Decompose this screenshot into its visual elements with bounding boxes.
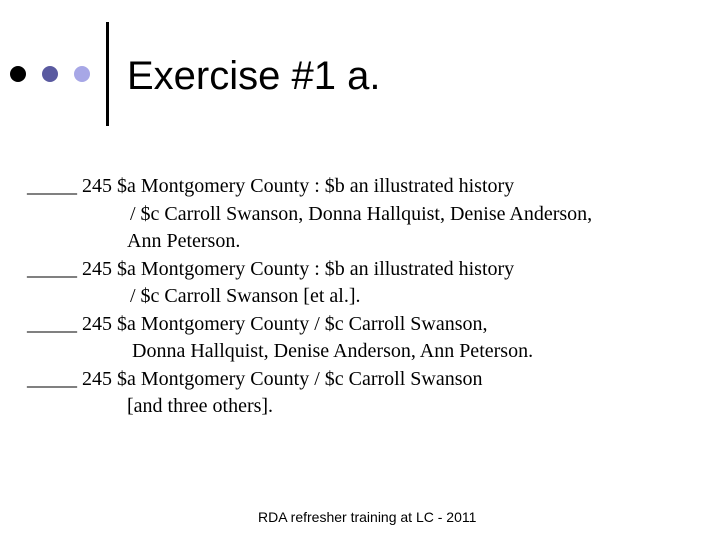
dot-icon-light [74, 66, 90, 82]
dot-icon-dark [10, 66, 26, 82]
marc-field-line: Donna Hallquist, Denise Anderson, Ann Peterson. [132, 340, 534, 362]
marc-field-line: / $c Carroll Swanson, Donna Hallquist, Denise Anderson, [130, 202, 593, 225]
title-divider [106, 22, 109, 126]
marc-field-line: _____ 245 $a Montgomery County : $b an illustrated history [27, 257, 515, 280]
marc-field-line: _____ 245 $a Montgomery County / $c Carroll Swanson, [27, 312, 488, 335]
slide-footer: RDA refresher training at LC - 2011 [258, 509, 477, 525]
slide-title: Exercise #1 a. [127, 54, 381, 98]
decorative-bullet-dots [10, 66, 100, 82]
dot-icon-mid [42, 66, 58, 82]
marc-field-line: _____ 245 $a Montgomery County : $b an illustrated history [27, 175, 515, 197]
marc-field-line: / $c Carroll Swanson [et al.]. [130, 285, 361, 307]
marc-field-line: [and three others]. [127, 395, 274, 417]
marc-field-line: _____ 245 $a Montgomery County / $c Carroll Swanson [27, 367, 483, 390]
marc-field-line: Ann Peterson. [127, 230, 241, 252]
exercise-body [27, 173, 717, 421]
